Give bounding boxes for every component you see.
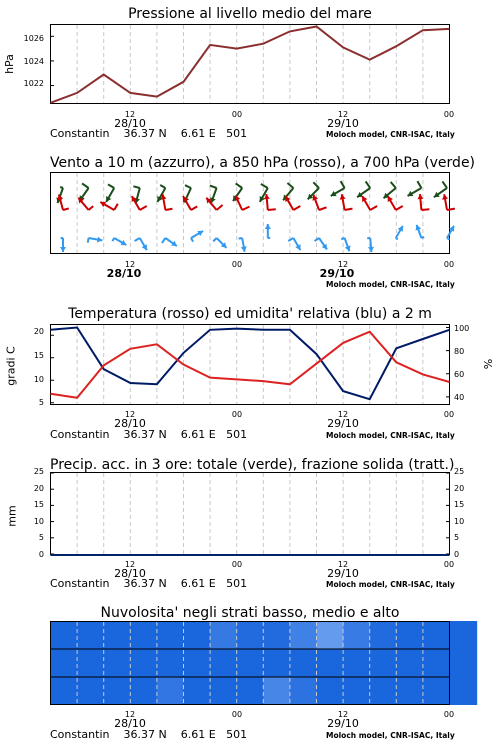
cloud-cell xyxy=(210,677,237,705)
x-tick: 12 xyxy=(124,710,136,719)
barb-850hpa-feather xyxy=(447,209,455,210)
barb-700hpa-feather xyxy=(261,184,268,188)
x-tick: 00 xyxy=(443,110,455,119)
precip-ytick: 5 xyxy=(38,533,44,542)
precip-plot xyxy=(50,472,450,555)
humidity-ytick: 40 xyxy=(454,393,465,402)
x-tick: 12 xyxy=(337,260,349,269)
cloud-cell xyxy=(77,677,104,705)
barb-850hpa xyxy=(418,194,430,210)
barb-10m-feather xyxy=(421,237,424,238)
barb-850hpa-feather xyxy=(319,207,327,210)
barb-10m xyxy=(265,224,271,238)
cloud-cell xyxy=(423,677,450,705)
cloud-cell xyxy=(77,649,104,677)
cloud-cell xyxy=(103,649,130,677)
barb-700hpa-feather xyxy=(417,181,421,188)
precip-ytick-right: 20 xyxy=(454,484,465,493)
cloud-cell xyxy=(157,649,184,677)
barb-850hpa xyxy=(340,194,353,210)
precip-ytick: 25 xyxy=(33,467,44,476)
date-label: 29/10 xyxy=(327,567,359,580)
cloud-cell xyxy=(183,649,210,677)
humidity-ytick: 80 xyxy=(454,347,465,356)
credit: Moloch model, CNR-ISAC, Italy xyxy=(326,731,455,740)
pressure-title: Pressione al livello medio del mare xyxy=(128,6,372,22)
x-tick: 12 xyxy=(337,410,349,419)
cloud-cell xyxy=(50,677,77,705)
temp-plot xyxy=(50,324,450,405)
barb-700hpa-feather xyxy=(185,185,191,188)
cloud-cell xyxy=(343,677,370,705)
barb-850hpa-feather xyxy=(293,206,300,210)
cloud-cell xyxy=(210,621,237,649)
cloud-cell xyxy=(183,621,210,649)
x-tick: 12 xyxy=(124,410,136,419)
precip-ytick-right: 25 xyxy=(454,467,465,476)
barb-700hpa-feather xyxy=(210,186,217,188)
cloud-cell xyxy=(397,677,424,705)
barb-850hpa-feather xyxy=(217,205,223,210)
barb-850hpa xyxy=(161,194,173,210)
temp-yticks xyxy=(50,327,450,402)
barb-700hpa xyxy=(106,184,114,202)
cloud-cell xyxy=(130,649,157,677)
cloud-cell xyxy=(343,649,370,677)
barb-10m-feather xyxy=(213,238,216,241)
barb-850hpa-feather xyxy=(63,208,69,210)
barb-10m xyxy=(135,238,147,250)
pressure-ytick: 1026 xyxy=(23,34,44,43)
cloud-cell xyxy=(370,621,397,649)
barb-850hpa-feather xyxy=(191,206,197,210)
date-label: 28/10 xyxy=(114,567,146,580)
cloud-cell xyxy=(103,677,130,705)
barb-850hpa xyxy=(132,196,147,210)
credit: Moloch model, CNR-ISAC, Italy xyxy=(326,431,455,440)
precip-title: Precip. acc. in 3 ore: totale (verde), frazione solida (tratt.) xyxy=(50,457,455,473)
temp-ylabel: gradi C xyxy=(4,346,18,386)
humidity-ytick: 100 xyxy=(454,324,470,333)
cloud-cell xyxy=(370,677,397,705)
pressure-line xyxy=(51,27,450,103)
cloud-cell xyxy=(423,649,450,677)
humidity-line xyxy=(51,328,450,400)
wind-title: Vento a 10 m (azzurro), a 850 hPa (rosso), a 700 hPa (verde) xyxy=(50,155,476,171)
x-tick: 00 xyxy=(231,560,243,569)
barb-10m-feather xyxy=(88,238,89,243)
cloud-cell xyxy=(450,621,477,649)
date-label: 28/10 xyxy=(106,267,142,280)
date-label: 28/10 xyxy=(114,717,146,730)
cloud-cell xyxy=(343,621,370,649)
cloud-cell xyxy=(290,649,317,677)
barb-700hpa-feather xyxy=(160,185,165,188)
x-tick: 00 xyxy=(231,410,243,419)
cloud-cell xyxy=(263,621,290,649)
precip-yticks xyxy=(50,473,450,554)
precip-frame xyxy=(51,473,450,555)
barb-10m xyxy=(213,238,226,248)
temp-ytick: 10 xyxy=(33,375,44,384)
barb-10m xyxy=(447,226,454,240)
barb-700hpa-feather xyxy=(287,183,293,188)
cloud-cell xyxy=(317,649,344,677)
temp-title: Temperatura (rosso) ed umidita' relativa (blu) a 2 m xyxy=(68,306,432,322)
barb-10m xyxy=(239,238,247,252)
cloud-cell xyxy=(263,649,290,677)
x-tick: 12 xyxy=(124,560,136,569)
barb-700hpa xyxy=(79,183,88,201)
barb-10m xyxy=(367,238,374,252)
barb-10m-feather xyxy=(162,238,165,243)
barb-700hpa-feather xyxy=(60,187,63,188)
cloud-cell xyxy=(370,649,397,677)
date-label: 29/10 xyxy=(327,117,359,130)
date-label: 28/10 xyxy=(114,417,146,430)
x-tick: 12 xyxy=(337,110,349,119)
barb-700hpa-feather xyxy=(133,186,139,188)
barb-10m-feather xyxy=(341,238,344,239)
cloud-cell xyxy=(290,621,317,649)
cloud-plot xyxy=(50,621,450,705)
barb-850hpa-feather xyxy=(140,206,147,210)
barb-700hpa-feather xyxy=(108,184,114,188)
date-label: 29/10 xyxy=(319,267,355,280)
barb-10m-feather xyxy=(447,238,450,240)
credit: Moloch model, CNR-ISAC, Italy xyxy=(326,280,455,289)
barb-700hpa xyxy=(357,181,370,197)
cloud-cell xyxy=(397,621,424,649)
precip-ytick-right: 15 xyxy=(454,500,465,509)
precip-grid xyxy=(77,473,423,554)
barb-10m-head xyxy=(60,247,66,252)
cloud-cell xyxy=(450,677,477,705)
cloud-cell xyxy=(103,621,130,649)
barb-10m xyxy=(60,238,66,252)
precip-ytick: 0 xyxy=(38,550,44,559)
cloud-cell xyxy=(157,677,184,705)
pressure-ylabel: hPa xyxy=(2,54,16,74)
barb-850hpa-feather xyxy=(421,209,429,210)
barb-10m-feather xyxy=(288,238,293,241)
barb-850hpa xyxy=(442,194,455,210)
cloud-cell xyxy=(77,621,104,649)
temp-ytick: 5 xyxy=(38,398,44,407)
precip-ytick: 10 xyxy=(33,517,44,526)
barb-850hpa-feather xyxy=(268,209,276,210)
barb-850hpa-feather xyxy=(114,204,118,210)
barb-10m xyxy=(162,238,177,246)
barb-10m xyxy=(191,231,203,242)
barb-10m-feather xyxy=(396,238,398,239)
precip-ytick-right: 0 xyxy=(454,550,460,559)
x-tick: 12 xyxy=(337,560,349,569)
barb-700hpa xyxy=(408,181,422,196)
x-tick: 00 xyxy=(443,410,455,419)
station-line: Constantin 36.37 N 6.61 E 501 xyxy=(50,428,248,441)
cloud-cell xyxy=(423,621,450,649)
barb-10m-head xyxy=(265,224,271,229)
pressure-plot xyxy=(50,24,450,104)
barb-850hpa xyxy=(264,194,276,210)
barb-10m xyxy=(112,238,126,245)
barb-850hpa xyxy=(285,196,300,210)
precip-ytick: 15 xyxy=(33,500,44,509)
cloud-cell xyxy=(183,677,210,705)
date-label: 29/10 xyxy=(327,717,359,730)
cloud-cell xyxy=(237,649,264,677)
barb-10m xyxy=(88,237,103,243)
humidity-ylabel: % xyxy=(482,358,496,370)
wind-barbs xyxy=(56,181,454,252)
barb-850hpa xyxy=(100,202,118,210)
barb-10m-feather xyxy=(191,238,193,242)
barb-850hpa xyxy=(78,198,93,210)
temp-grid xyxy=(77,325,423,404)
barb-850hpa xyxy=(57,195,68,211)
precip-ylabel: mm xyxy=(5,505,19,527)
barb-10m-feather xyxy=(112,238,114,241)
cloud-cell xyxy=(50,621,77,649)
barb-700hpa-feather xyxy=(442,181,447,188)
barb-700hpa-feather xyxy=(391,182,396,188)
pressure-frame xyxy=(51,25,450,104)
cloud-cell xyxy=(157,621,184,649)
cloud-title: Nuvolosita' negli strati basso, medio e alto xyxy=(100,605,400,621)
barb-700hpa xyxy=(210,186,217,203)
temp-ytick: 20 xyxy=(33,327,44,336)
x-tick: 00 xyxy=(231,110,243,119)
barb-700hpa xyxy=(384,182,396,198)
barb-850hpa xyxy=(183,196,197,210)
credit: Moloch model, CNR-ISAC, Italy xyxy=(326,130,455,139)
cloud-cell xyxy=(450,649,477,677)
x-tick: 00 xyxy=(443,560,455,569)
credit: Moloch model, CNR-ISAC, Italy xyxy=(326,580,455,589)
cloud-cell xyxy=(130,677,157,705)
barb-10m-head xyxy=(368,247,374,252)
barb-850hpa xyxy=(312,195,326,210)
temp-ytick: 15 xyxy=(33,351,44,360)
cloud-cell xyxy=(237,677,264,705)
temperature-line xyxy=(51,332,450,398)
barb-10m-feather xyxy=(315,238,319,241)
cloud-cell xyxy=(50,649,77,677)
barb-850hpa-feather xyxy=(242,207,249,210)
cloud-cell xyxy=(130,621,157,649)
cloud-cell xyxy=(397,649,424,677)
barb-850hpa-feather xyxy=(370,206,377,210)
precip-ytick-right: 10 xyxy=(454,517,465,526)
x-tick: 00 xyxy=(231,710,243,719)
x-tick: 00 xyxy=(231,260,243,269)
station-line: Constantin 36.37 N 6.61 E 501 xyxy=(50,728,248,741)
cloud-cell xyxy=(317,677,344,705)
cloud-cell xyxy=(210,649,237,677)
date-label: 28/10 xyxy=(114,117,146,130)
barb-850hpa-feather xyxy=(345,209,353,210)
x-tick: 12 xyxy=(124,110,136,119)
x-tick: 12 xyxy=(124,260,136,269)
precip-ytick: 20 xyxy=(33,484,44,493)
barb-850hpa-feather xyxy=(89,206,94,210)
barb-700hpa xyxy=(283,183,293,200)
barb-850hpa-feather xyxy=(396,206,403,210)
station-line: Constantin 36.37 N 6.61 E 501 xyxy=(50,127,248,140)
barb-10m xyxy=(396,226,403,239)
x-tick: 12 xyxy=(337,710,349,719)
cloud-cell xyxy=(290,677,317,705)
cloud-cell xyxy=(237,621,264,649)
date-label: 29/10 xyxy=(327,417,359,430)
temp-frame xyxy=(51,325,450,405)
barb-700hpa xyxy=(331,181,345,196)
x-tick: 00 xyxy=(443,710,455,719)
humidity-ytick: 60 xyxy=(454,370,465,379)
x-tick: 00 xyxy=(443,260,455,269)
pressure-ytick: 1024 xyxy=(23,57,44,66)
cloud-cell xyxy=(317,621,344,649)
precip-ytick-right: 5 xyxy=(454,533,460,542)
pressure-ytick: 1022 xyxy=(23,79,44,88)
cloud-cell xyxy=(263,677,290,705)
barb-10m-feather xyxy=(239,238,243,239)
barb-700hpa-feather xyxy=(82,183,89,188)
wind-plot xyxy=(50,172,450,254)
station-line: Constantin 36.37 N 6.61 E 501 xyxy=(50,577,248,590)
barb-850hpa-feather xyxy=(165,209,172,210)
barb-10m-feather xyxy=(135,238,140,241)
barb-850hpa xyxy=(388,196,403,210)
